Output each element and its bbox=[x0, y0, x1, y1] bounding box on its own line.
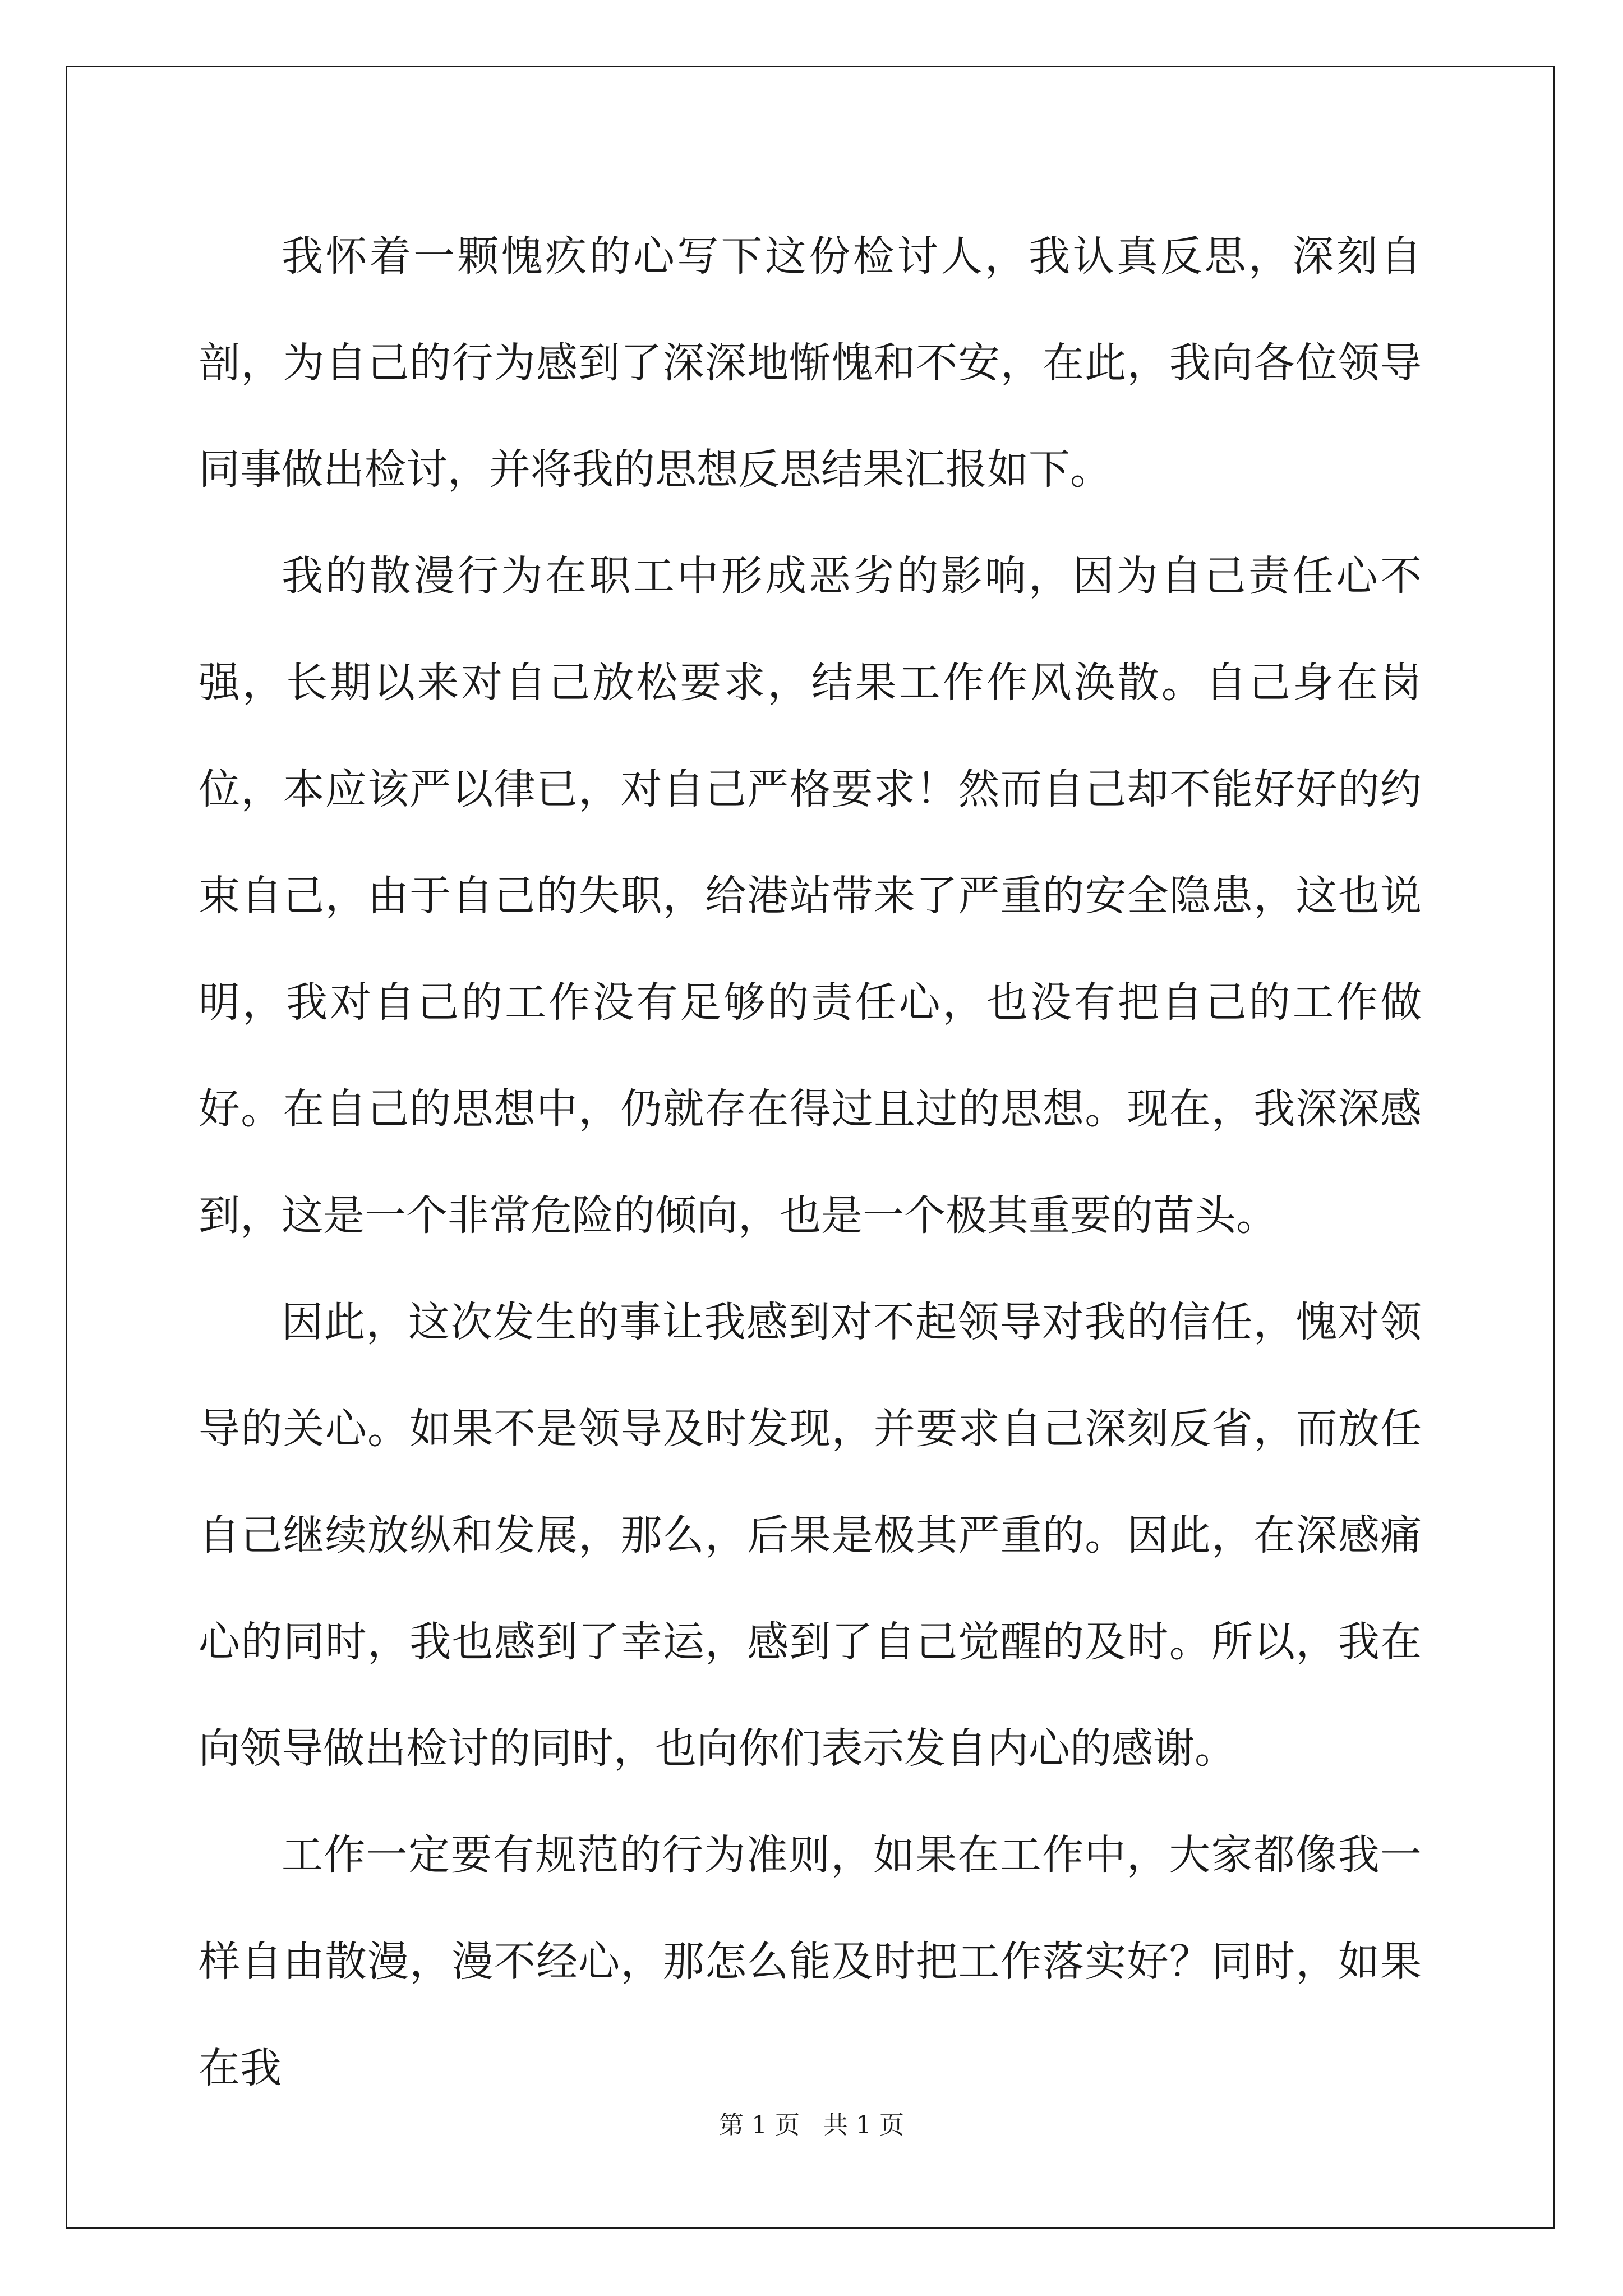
paragraph-4: 工作一定要有规范的行为准则，如果在工作中，大家都像我一样自由散漫，漫不经心，那怎么能及时把工作落实好？同时，如果在我 bbox=[199, 1831, 1422, 2092]
paragraph-1: 我怀着一颗愧疚的心写下这份检讨人，我认真反思，深刻自剖，为自己的行为感到了深深地惭愧和不安，在此，我向各位领导同事做出检讨，并将我的思想反思结果汇报如下。 bbox=[199, 232, 1422, 494]
paragraph-2: 我的散漫行为在职工中形成恶劣的影响，因为自己责任心不强，长期以来对自己放松要求，结果工作作风涣散。自己身在岗位，本应该严以律已，对自己严格要求！然而自己却不能好好的约束自己，由于自己的失职，给港站带来了严重的安全隐患，这也说明，我对自己的工作没有足够的责任心，也没有把自己的工作做好。在自己的思想中，仍就存在得过且过的思想。现在，我深深感到，这是一个非常危险的倾向，也是一个极其重要的苗头。 bbox=[199, 552, 1422, 1240]
paragraph-3: 因此，这次发生的事让我感到对不起领导对我的信任，愧对领导的关心。如果不是领导及时发现，并要求自己深刻反省，而放任自己继续放纵和发展，那么，后果是极其严重的。因此，在深感痛心的同时，我也感到了幸运，感到了自己觉醒的及时。所以，我在向领导做出检讨的同时，也向你们表示发自内心的感谢。 bbox=[199, 1298, 1422, 1773]
document-body bbox=[199, 203, 1422, 2122]
page-footer: 第 1 页 共 1 页 bbox=[719, 2111, 904, 2139]
